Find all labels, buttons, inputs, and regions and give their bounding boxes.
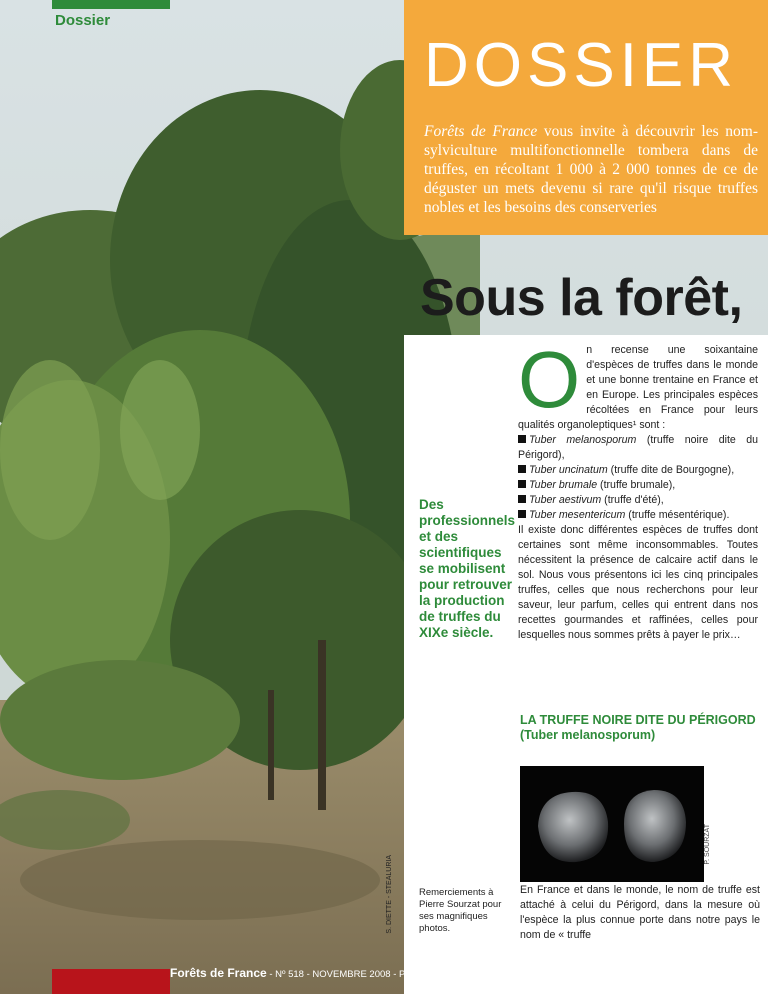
section-heading [520, 713, 760, 743]
truffle-photo [520, 766, 704, 882]
forest-photo-credit: S. DIETTE - STEALURIA [386, 855, 393, 934]
photo-credit: P. SOURZAT [704, 824, 711, 865]
footer-magazine: Forêts de France [170, 966, 267, 980]
species-item [518, 463, 758, 478]
footer-issue: - Nº 518 - NOVEMBRE 2008 - PAGE 14 [266, 969, 438, 980]
species-name: Tuber aestivum [529, 494, 602, 506]
section-title: LA TRUFFE NOIRE DITE DU PÉRIGORD [520, 713, 756, 727]
species-name: Tuber uncinatum [529, 464, 608, 476]
body-continued: En France et dans le monde, le nom de truffe est attaché à celui du Périgord, dans la mesure où l'espèce la plus connue porte dans notre pays le nom de « truffe [520, 884, 760, 941]
bullet-square-icon [518, 495, 526, 503]
section-tag: Dossier [55, 12, 111, 29]
species-item [518, 508, 758, 523]
dossier-heading: DOSSIER [424, 31, 739, 100]
section-color-bar [52, 0, 170, 9]
species-desc: (truffe d'été), [601, 494, 664, 506]
article-content [386, 335, 768, 994]
intro-text: vous invite à découvrir les nom-sylviculture multifonctionnelle tombera dans de truffes, en récoltant 1 000 à 2 000 tonnes de ce de déguster un mets devenu si rare qu'il risque truffes nobles et les besoins des conserveries [424, 123, 758, 216]
species-desc: (truffe mésentérique). [625, 509, 730, 521]
bullet-square-icon [518, 465, 526, 473]
body-intro: n recense une soixantaine d'espèces de truffes dans le monde et une bonne trentaine en France et en Europe. Les principales espèces récoltées en France pour leurs qualités organoleptiques¹ sont : [518, 344, 758, 431]
species-item [518, 478, 758, 493]
bullet-square-icon [518, 480, 526, 488]
intro-paragraph [424, 122, 758, 217]
header-panel [404, 0, 768, 235]
article-body [518, 335, 758, 643]
magazine-name: Forêts de France [424, 123, 538, 140]
acknowledgements: Remerciements à Pierre Sourzat pour ses magnifiques photos. [419, 887, 502, 934]
footer-color-block [52, 969, 170, 994]
article-lead: Des professionnels et des scientifiques se mobilisent pour retrouver la production de truffes du XIXe siècle. [419, 497, 516, 640]
species-item [518, 493, 758, 508]
species-name: Tuber brumale [529, 479, 598, 491]
species-desc: (truffe noire dite du Périgord), [518, 434, 758, 461]
article-title: Sous la forêt, [420, 269, 743, 327]
page-footer [170, 966, 438, 980]
bullet-square-icon [518, 510, 526, 518]
body-outro: Il existe donc différentes espèces de truffes dont certaines sont même inconsommables. Toutes nécessitent la présence de calcaire actif dans le sol. Nous vous présentons ici les cinq principales truffes, celles que nous recherchons pour leur saveur, leur parfum, celles qui entrent dans nos recettes gourmandes et raffinées, celles pour lesquelles nous sommes prêts à payer le prix… [518, 524, 758, 641]
species-desc: (truffe dite de Bourgogne), [607, 464, 735, 476]
section-subtitle: (Tuber melanosporum) [520, 728, 656, 742]
species-item [518, 433, 758, 463]
drop-cap: O [518, 335, 581, 424]
species-name: Tuber melanosporum [529, 434, 637, 446]
bullet-square-icon [518, 435, 526, 443]
species-name: Tuber mesentericum [529, 509, 626, 521]
species-desc: (truffe brumale), [597, 479, 676, 491]
